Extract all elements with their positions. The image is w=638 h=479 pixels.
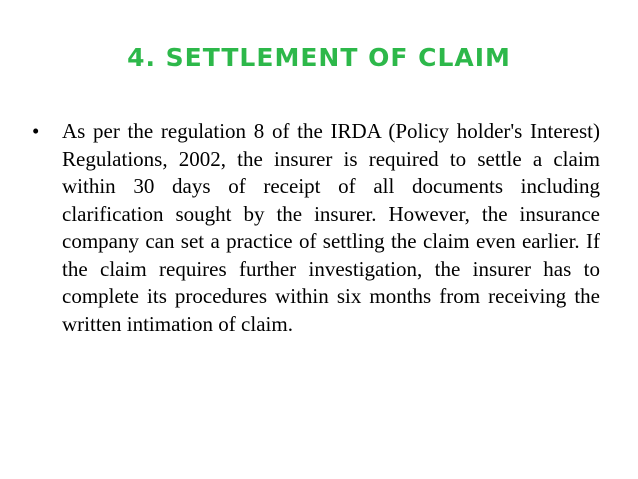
slide-body (32, 118, 600, 338)
bullet-text: As per the regulation 8 of the IRDA (Policy holder's Interest) Regulations, 2002, the insurer is required to settle a claim within 30 days of receipt of all documents including clarification sought by the insurer. However, the insurance company can set a practice of settling the claim even earlier. If the claim requires further investigation, the insurer has to complete its procedures within six months from receiving the written intimation of claim. (62, 119, 600, 336)
bullet-marker: • (32, 119, 40, 143)
bullet-item (32, 118, 600, 338)
slide-title: 4. SETTLEMENT OF CLAIM (127, 43, 511, 72)
